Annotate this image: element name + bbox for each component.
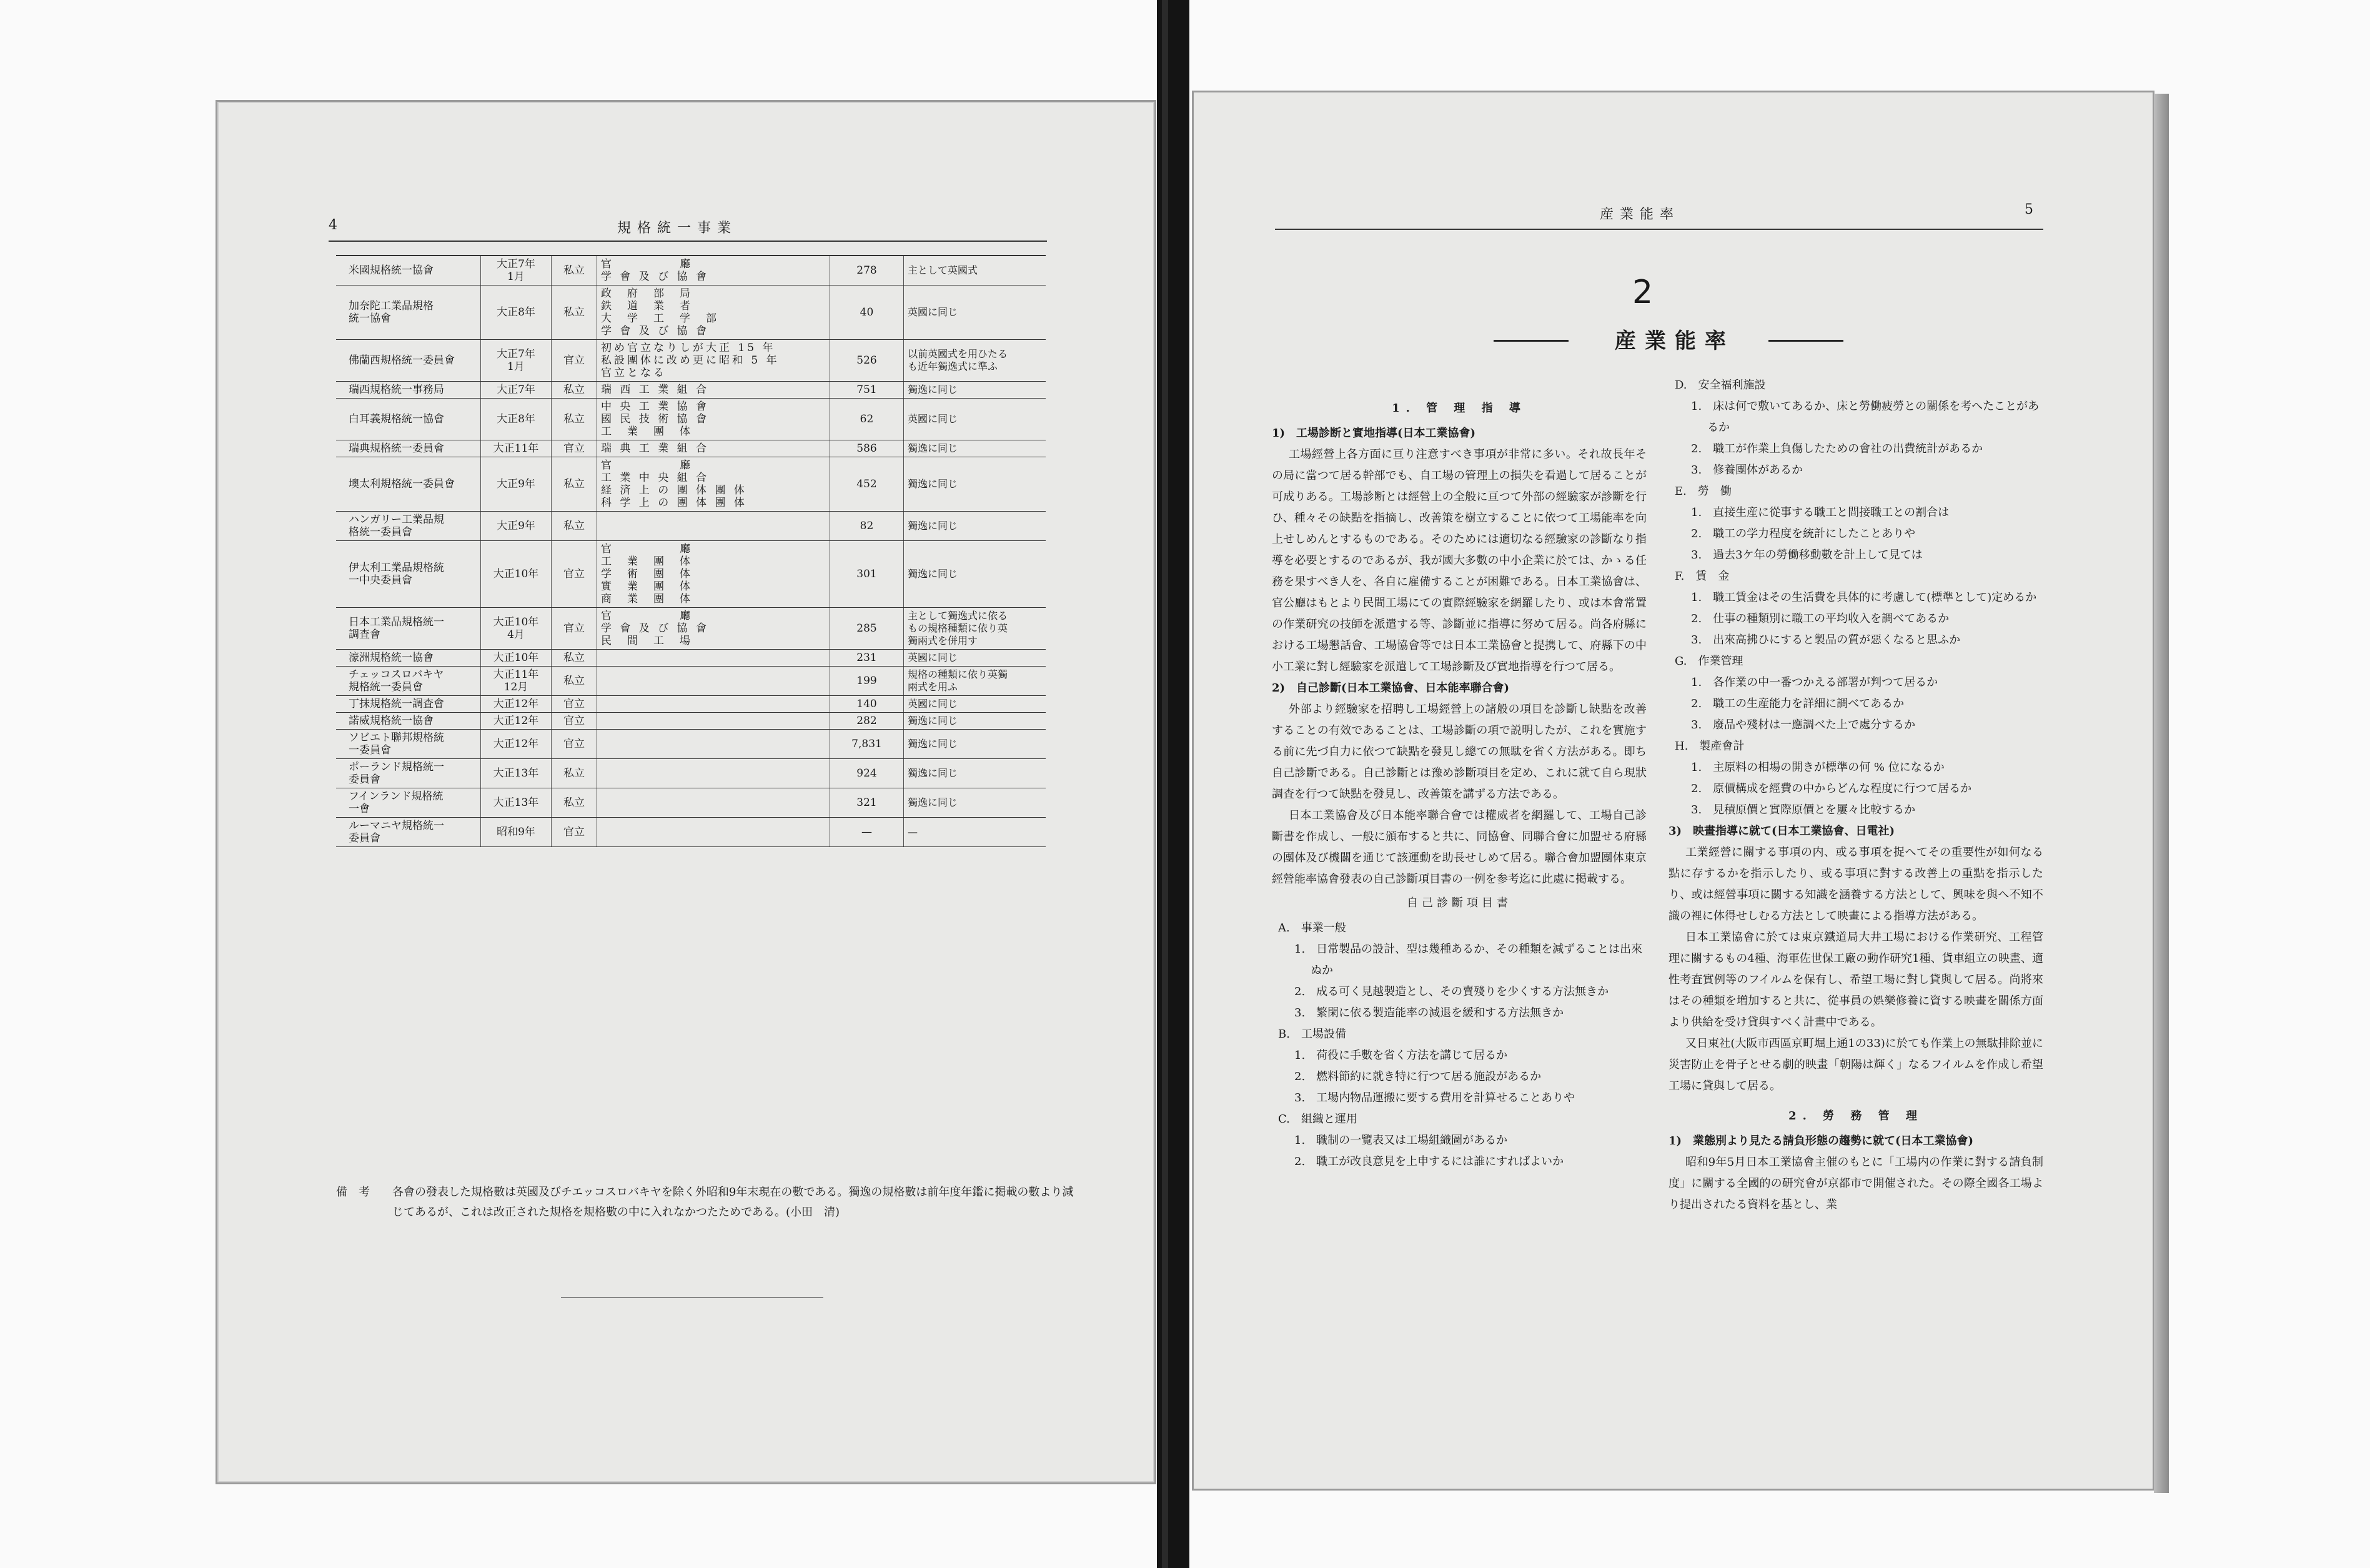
diagnosis-item: 2. 職工の生産能力を詳細に調べてあるか: [1691, 697, 1905, 710]
table-cell-type: 官立: [552, 440, 597, 457]
table-cell-year: 大正9年: [481, 512, 552, 541]
table-cell-count: 586: [830, 440, 904, 457]
note-text: 各會の發表した規格數は英國及びチエッコスロバキヤを除く外昭和9年末現在の數である。獨逸の規格數は前年度年鑑に掲載の數より減じてあるが、これは改正された規格を規格數の中に入れなかつたためである。(小田 清): [392, 1186, 1074, 1219]
table-cell-type: 私立: [552, 667, 597, 696]
table-row: [336, 759, 1046, 788]
table-cell-name: 濠洲規格統一協會: [336, 650, 481, 667]
table-cell-members: [597, 788, 830, 818]
table-cell-type: 官立: [552, 541, 597, 608]
table-cell-count: 199: [830, 667, 904, 696]
diagnosis-group-heading: B. 工場設備: [1278, 1028, 1346, 1041]
table-cell-year: 大正11年 12月: [481, 667, 552, 696]
table-row: [336, 696, 1046, 713]
table-cell-count: 452: [830, 457, 904, 512]
paragraph: 又日東社(大阪市西區京町堀上通1の33)に於ても作業上の無駄排除並に災害防止を骨子とせる劇的映畫「朝陽は輝く」なるフイルムを作成し希望工場に貸與して居る。: [1668, 1037, 2043, 1093]
diagnosis-group-heading: F. 賃 金: [1675, 570, 1730, 583]
table-row: [336, 340, 1046, 382]
table-cell-note: 獨逸に同じ: [904, 457, 1046, 512]
table-cell-note: 獨逸に同じ: [904, 440, 1046, 457]
diagnosis-item: 1. 日常製品の設計、型は幾種あるか、その種類を減ずることは出來ぬか: [1294, 943, 1643, 977]
table-cell-year: 大正10年 4月: [481, 608, 552, 650]
table-row: [336, 440, 1046, 457]
table-cell-note: 獨逸に同じ: [904, 788, 1046, 818]
left-running-header: 規格統一事業: [617, 221, 738, 236]
table-cell-count: 526: [830, 340, 904, 382]
table-cell-type: 官立: [552, 340, 597, 382]
table-cell-type: 官立: [552, 713, 597, 730]
table-cell-note: 獨逸に同じ: [904, 759, 1046, 788]
table-cell-year: 大正7年: [481, 382, 552, 399]
right-header-rule: [1275, 229, 2043, 230]
diagnosis-item: 2. 成る可く見越製造とし、その賣殘りを少くする方法無きか: [1294, 985, 1609, 998]
table-cell-count: 40: [830, 285, 904, 340]
diagnosis-group-heading: A. 事業一般: [1278, 921, 1346, 935]
table-cell-note: —: [904, 818, 1046, 847]
table-cell-year: 大正11年: [481, 440, 552, 457]
table-row: [336, 457, 1046, 512]
header-rule: [329, 241, 1047, 242]
table-cell-count: 278: [830, 256, 904, 285]
table-cell-members: 官 廳 学 會 及 び 協 會: [597, 256, 830, 285]
table-cell-members: 初め官立なりしが大正 15 年 私設團体に改め更に昭和 5 年 官立となる: [597, 340, 830, 382]
table-row: [336, 650, 1046, 667]
chapter-arrow-right: [1768, 340, 1843, 342]
table-cell-name: ルーマニヤ規格統一 委員會: [336, 818, 481, 847]
table-cell-note: 英國に同じ: [904, 696, 1046, 713]
table-cell-members: 中 央 工 業 協 會 國 民 技 術 協 會 工 業 團 体: [597, 399, 830, 440]
table-cell-type: 私立: [552, 650, 597, 667]
standards-bodies-table: [336, 255, 1046, 847]
table-cell-members: 瑞 典 工 業 組 合: [597, 440, 830, 457]
table-cell-name: 伊太利工業品規格統 一中央委員會: [336, 541, 481, 608]
table-cell-name: 米國規格統一協會: [336, 256, 481, 285]
table-cell-name: 瑞典規格統一委員會: [336, 440, 481, 457]
section-title-management: 1. 管 理 指 導: [1392, 402, 1527, 415]
diagnosis-group-heading: C. 組織と運用: [1278, 1113, 1357, 1126]
table-cell-name: 瑞西規格統一事務局: [336, 382, 481, 399]
table-cell-members: 官 廳 学 會 及 び 協 會 民 間 工 場: [597, 608, 830, 650]
table-cell-note: 獨逸に同じ: [904, 512, 1046, 541]
table-row: [336, 818, 1046, 847]
paragraph: 日本工業協會及び日本能率聯合會では權威者を網羅して、工場自己診斷書を作成し、一般に頒布すると共に、同協會、同聯合會に加盟せる府縣の團体及び機關を通じて該運動を助長せしめて居る。聯合會加盟團体東京經營能率協會發表の自己診斷項目書の一例を参考迄に此處に掲載する。: [1272, 809, 1647, 886]
note-label: 備考: [336, 1186, 381, 1199]
right-column-1: [1272, 395, 1647, 1173]
table-cell-note: 獨逸に同じ: [904, 541, 1046, 608]
paragraph: 外部より經驗家を招聘し工場經營上の諸般の項目を診斷し缺點を改善することの有效であることは、工場診斷の項で説明したが、これを實施する前に先づ自力に依つて缺點を發見し總ての無駄を省く方法がある。即ち自己診斷である。自己診斷とは豫め診斷項目を定め、これに就て自ら現狀調査を行つて缺點を發見し、改善策を講ずる方法である。: [1272, 703, 1647, 801]
diagnosis-item: 1. 主原料の相場の開きが標準の何 % 位になるか: [1691, 761, 1945, 774]
diagnosis-item: 2. 仕事の種類別に職工の平均收入を調べてあるか: [1691, 612, 1950, 625]
diagnosis-group-heading: G. 作業管理: [1675, 655, 1743, 668]
table-cell-members: [597, 730, 830, 759]
table-row: [336, 285, 1046, 340]
table-cell-name: 墺太利規格統一委員會: [336, 457, 481, 512]
table-cell-year: 大正10年: [481, 650, 552, 667]
diagnosis-group-heading: E. 勞 働: [1675, 485, 1732, 498]
right-running-header: 産業能率: [1600, 207, 1680, 222]
table-cell-year: 大正12年: [481, 713, 552, 730]
table-row: [336, 541, 1046, 608]
right-page-number: 5: [2025, 202, 2033, 217]
table-cell-members: [597, 650, 830, 667]
diagnosis-item: 1. 各作業の中一番つかえる部署が判つて居るか: [1691, 676, 1938, 689]
table-cell-count: 82: [830, 512, 904, 541]
table-cell-members: 官 廳 工 業 團 体 学 術 團 体 實 業 團 体 商 業 團 体: [597, 541, 830, 608]
table-cell-type: 私立: [552, 512, 597, 541]
diagnosis-list-title: 自己診斷項目書: [1407, 896, 1512, 910]
table-cell-year: 大正12年: [481, 696, 552, 713]
subhead-factory-diagnosis: 1) 工場診断と實地指導(日本工業協會): [1272, 427, 1476, 440]
table-cell-year: 大正13年: [481, 759, 552, 788]
table-cell-note: 規格の種類に依り英獨 兩式を用ふ: [904, 667, 1046, 696]
table-cell-year: 昭和9年: [481, 818, 552, 847]
table-cell-type: 私立: [552, 759, 597, 788]
table-cell-name: 諾威規格統一協會: [336, 713, 481, 730]
diagnosis-group-heading: H. 製產會計: [1675, 740, 1745, 753]
paragraph: 工業經營に關する事項の内、或る事項を捉へてその重要性が如何なる點に存するかを指示したり、或る事項に對する改善上の重點を指示したり、或は經營事項に關する知識を涵養する方法として、興味を與へ不知不識の裡に体得せしむる方法として映畫による指導方法がある。: [1668, 846, 2043, 923]
subhead-film-guidance: 3) 映畫指導に就て(日本工業協會、日電社): [1668, 825, 1895, 838]
table-cell-type: 私立: [552, 382, 597, 399]
subhead-self-diagnosis: 2) 自己診斷(日本工業協會、日本能率聯合會): [1272, 682, 1510, 695]
table-cell-members: [597, 696, 830, 713]
table-cell-name: 佛蘭西規格統一委員會: [336, 340, 481, 382]
table-cell-name: フインランド規格統 一會: [336, 788, 481, 818]
table-cell-count: 62: [830, 399, 904, 440]
table-cell-note: 獨逸に同じ: [904, 382, 1046, 399]
table-row: [336, 788, 1046, 818]
table-cell-name: 白耳義規格統一協會: [336, 399, 481, 440]
book-spine-shadow: [1162, 0, 1168, 1568]
left-page: [216, 100, 1156, 1484]
table-cell-members: [597, 667, 830, 696]
diagnosis-item: 3. 繁閑に依る製造能率の減退を緩和する方法無きか: [1294, 1006, 1564, 1020]
table-cell-type: 官立: [552, 730, 597, 759]
table-cell-count: 7,831: [830, 730, 904, 759]
diagnosis-item: 2. 職工の学力程度を統計にしたことありや: [1691, 527, 1916, 540]
table-cell-note: 英國に同じ: [904, 285, 1046, 340]
diagnosis-item: 1. 荷役に手數を省く方法を講じて居るか: [1294, 1049, 1508, 1062]
table-row: [336, 667, 1046, 696]
paragraph: 工場經營上各方面に亘り注意すべき事項が非常に多い。それ故長年その局に當つて居る幹部でも、自工場の管理上の損失を看過して居ることが可成りある。工場診断とは經營上の全般に亘つて外部の經驗家が診斷を行ひ、種々その缺點を指摘し、改善策を樹立することに依つて工場能率を向上せしめんとするものである。そのためには適切なる經驗家の診斷なり指導を必要とするのであるが、我が國大多數の中小企業に於ては、かゝる任務を果すべき人を、各自に雇備することが困難である。日本工業協會は、官公廳はもとより民間工場にての實際經驗家を網羅したり、或は本會常置の作業研究の技師を派遣する等、診斷並に指導に努めて居る。尚各府縣における工場懇話會、工場協會等では日本工業協會と提携して、府縣下の中小工業に對し經驗家を派遣して工場診斷及び實地指導を行つて居る。: [1272, 448, 1647, 673]
table-cell-members: [597, 818, 830, 847]
table-cell-count: 285: [830, 608, 904, 650]
diagnosis-item: 2. 燃料節約に就き特に行つて居る施設があるか: [1294, 1070, 1542, 1083]
table-cell-name: 日本工業品規格統一 調査會: [336, 608, 481, 650]
table-cell-year: 大正7年 1月: [481, 340, 552, 382]
table-cell-type: 私立: [552, 399, 597, 440]
table-cell-year: 大正9年: [481, 457, 552, 512]
table-cell-count: 301: [830, 541, 904, 608]
table-cell-type: 私立: [552, 788, 597, 818]
table-cell-members: [597, 512, 830, 541]
diagnosis-item: 2. 職工が改良意見を上申するには誰にすればよいか: [1294, 1155, 1564, 1168]
table-cell-count: 140: [830, 696, 904, 713]
table-cell-type: 官立: [552, 818, 597, 847]
table-cell-count: 751: [830, 382, 904, 399]
table-cell-count: 231: [830, 650, 904, 667]
diagnosis-groups-d-h: [1668, 375, 2043, 821]
table-cell-note: 主として英國式: [904, 256, 1046, 285]
diagnosis-item: 2. 職工が作業上負傷したための會社の出費統計があるか: [1691, 442, 1983, 455]
diagnosis-item: 3. 見積原價と實際原價とを屢々比較するか: [1691, 803, 1916, 816]
table-row: [336, 713, 1046, 730]
subhead-contract-system: 1) 業態別より見たる請負形態の趨勢に就て(日本工業協會): [1668, 1134, 1974, 1148]
diagnosis-groups-a-c: [1272, 918, 1647, 1173]
table-cell-members: 政 府 部 局 鉄 道 業 者 大 学 工 学 部 学 會 及 び 協 會: [597, 285, 830, 340]
table-row: [336, 256, 1046, 285]
table-cell-members: 瑞 西 工 業 組 合: [597, 382, 830, 399]
table-cell-name: チェッコスロバキヤ 規格統一委員會: [336, 667, 481, 696]
table-cell-count: 321: [830, 788, 904, 818]
table-cell-members: [597, 759, 830, 788]
paragraph: 日本工業協會に於ては東京鐵道局大井工場における作業研究、工程管理に關するもの4種、海軍佐世保工廠の動作研究1種、貨車組立の映畫、適性考査實例等のフイルムを保有し、希望工場に對し貸與して居る。尚將來はその種類を増加すると共に、從事員の娯樂修養に資する映畫を關係方面より供給を受け貸與すべく計畫中である。: [1668, 931, 2043, 1029]
table-cell-name: ソビエト聯邦規格統 一委員會: [336, 730, 481, 759]
table-row: [336, 608, 1046, 650]
diagnosis-item: 1. 職制の一覽表又は工場組織圖があるか: [1294, 1134, 1508, 1147]
diagnosis-group-heading: D. 安全福利施設: [1675, 379, 1766, 392]
table-cell-year: 大正7年 1月: [481, 256, 552, 285]
table-cell-year: 大正13年: [481, 788, 552, 818]
table-row: [336, 382, 1046, 399]
chapter-title: 産業能率: [1615, 329, 1735, 354]
diagnosis-item: 3. 工場内物品運搬に要する費用を計算せることありや: [1294, 1091, 1575, 1104]
table-cell-members: [597, 713, 830, 730]
right-column-2: [1668, 375, 2043, 1216]
table-cell-members: 官 廳 工 業 中 央 組 合 経 済 上 の 團 体 團 体 科 学 上 の 團 体 團 体: [597, 457, 830, 512]
table-cell-note: 獨逸に同じ: [904, 730, 1046, 759]
table-cell-note: 以前英國式を用ひたる も近年獨逸式に準ふ: [904, 340, 1046, 382]
table-cell-count: —: [830, 818, 904, 847]
diagnosis-item: 2. 原價構成を經費の中からどんな程度に行つて居るか: [1691, 782, 1972, 795]
table-cell-note: 英國に同じ: [904, 399, 1046, 440]
table-cell-name: ハンガリー工業品規 格統一委員會: [336, 512, 481, 541]
page-edge: [2154, 94, 2169, 1493]
footer-rule: [561, 1297, 823, 1298]
table-cell-year: 大正8年: [481, 399, 552, 440]
table-cell-name: 丁抹規格統一調査會: [336, 696, 481, 713]
diagnosis-item: 3. 修養團体があるか: [1691, 464, 1803, 477]
right-page: [1192, 91, 2154, 1491]
table-cell-note: 主として獨逸式に依る もの規格種類に依り英 獨兩式を併用す: [904, 608, 1046, 650]
table-cell-name: 加奈陀工業品規格 統一協會: [336, 285, 481, 340]
table-cell-note: 英國に同じ: [904, 650, 1046, 667]
table-row: [336, 512, 1046, 541]
diagnosis-item: 3. 廢品や殘材は一應調べた上で處分するか: [1691, 718, 1916, 732]
table-cell-count: 282: [830, 713, 904, 730]
table-cell-type: 官立: [552, 608, 597, 650]
table-cell-type: 私立: [552, 285, 597, 340]
table-row: [336, 730, 1046, 759]
chapter-number: 2: [1632, 274, 1654, 311]
diagnosis-item: 1. 職工賃金はその生活費を具体的に考慮して(標準として)定めるか: [1691, 591, 2037, 604]
table-cell-note: 獨逸に同じ: [904, 713, 1046, 730]
table-cell-year: 大正10年: [481, 541, 552, 608]
diagnosis-item: 3. 出來高拂ひにすると製品の質が惡くなると思ふか: [1691, 633, 1961, 647]
table-cell-name: ポーランド規格統一 委員會: [336, 759, 481, 788]
table-row: [336, 399, 1046, 440]
section-title-labor: 2. 勞 務 管 理: [1788, 1109, 1923, 1123]
diagnosis-item: 3. 過去3ケ年の勞働移動數を計上して見ては: [1691, 548, 1923, 562]
table-cell-year: 大正12年: [481, 730, 552, 759]
left-page-number: 4: [329, 217, 337, 233]
paragraph: 昭和9年5月日本工業協會主催のもとに「工場内の作業に對する請負制度」に關する全國的の研究會が京都市で開催された。その際全國各工場より提出されたる資料を基とし、業: [1668, 1156, 2043, 1211]
diagnosis-item: 1. 床は何で敷いてあるか、床と勞働疲勞との關係を考へたことがあるか: [1691, 400, 2040, 434]
table-cell-type: 私立: [552, 256, 597, 285]
diagnosis-item: 1. 直接生産に從事する職工と間接職工との割合は: [1691, 506, 1950, 519]
table-cell-type: 官立: [552, 696, 597, 713]
table-cell-type: 私立: [552, 457, 597, 512]
table-cell-year: 大正8年: [481, 285, 552, 340]
table-cell-count: 924: [830, 759, 904, 788]
